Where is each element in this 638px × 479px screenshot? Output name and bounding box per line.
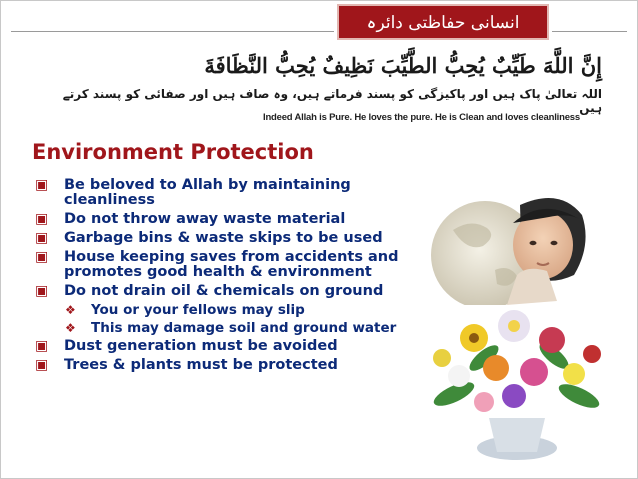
bullet-text: Do not drain oil & chemicals on ground [64,283,384,299]
square-bullet-icon: ▣ [35,357,49,373]
bullet-item [35,339,415,354]
arabic-verse: إِنَّ اللَّهَ طَيِّبٌ يُحِبُّ الطَّيِّبَ نَظِيفٌ يُحِبُّ النَّظَافَةَ [204,53,602,78]
sub-bullet-item [35,303,415,318]
bullet-text: Do not throw away waste material [64,211,346,227]
bullet-list [35,178,415,377]
bullet-item [35,250,415,280]
sub-bullet-text: You or your fellows may slip [91,302,305,318]
urdu-translation: اللہ تعالیٰ پاک ہیں اور پاکیزگی کو پسند فرماتے ہیں، وہ صاف ہیں اور صفائی کو پسند کرتے ہیں [62,87,602,115]
square-bullet-icon: ▣ [35,283,49,299]
bullet-item [35,284,415,299]
bullet-text: Garbage bins & waste skips to be used [64,230,383,246]
child-globe-photo [425,135,595,305]
sub-bullet-item [35,321,415,336]
bullet-item [35,178,415,208]
english-translation: Indeed Allah is Pure. He loves the pure. He is Clean and loves cleanliness [263,112,580,123]
bullet-text: Dust generation must be avoided [64,338,338,354]
flower-bouquet-photo [414,298,620,464]
square-bullet-icon: ▣ [35,338,49,354]
bullet-text: House keeping saves from accidents and promotes good health & environment [64,249,399,280]
diamond-bullet-icon: ❖ [65,321,76,335]
square-bullet-icon: ▣ [35,230,49,246]
bullet-text: Trees & plants must be protected [64,357,338,373]
bullet-item [35,358,415,373]
sub-bullet-text: This may damage soil and ground water [91,320,397,336]
section-heading: Environment Protection [32,140,314,164]
square-bullet-icon: ▣ [35,211,49,227]
square-bullet-icon: ▣ [35,249,49,265]
square-bullet-icon: ▣ [35,177,49,193]
bullet-text: Be beloved to Allah by maintaining cleanliness [64,177,351,208]
bullet-item [35,231,415,246]
bullet-item [35,212,415,227]
title-banner [334,1,552,43]
diamond-bullet-icon: ❖ [65,303,76,317]
banner-title: انسانی حفاظتی دائرہ [337,4,549,40]
